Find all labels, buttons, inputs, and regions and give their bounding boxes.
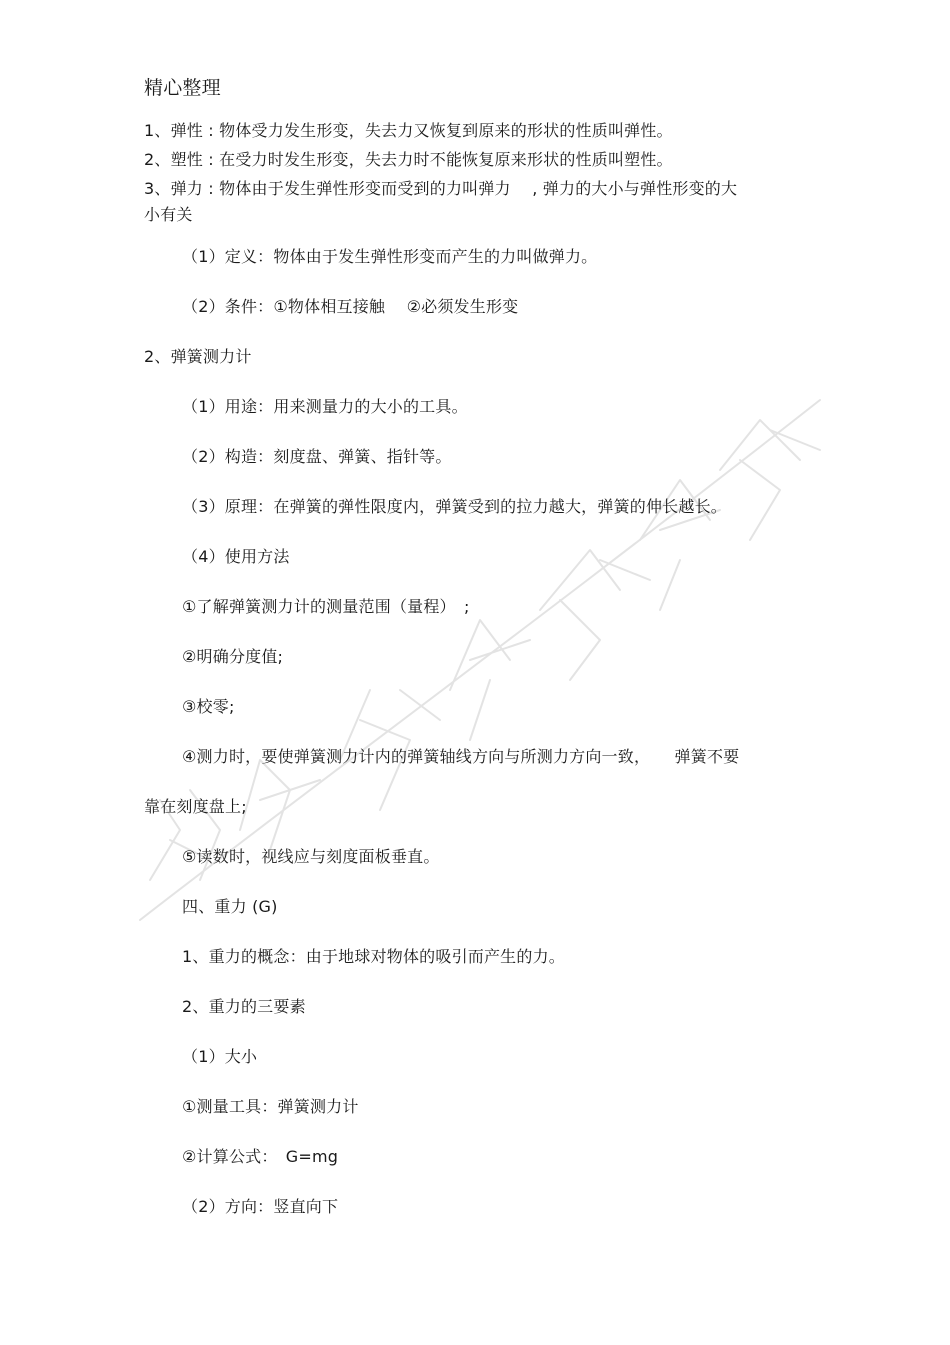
usage-step-4: ④测力时，要使弹簧测力计内的弹簧轴线方向与所测力方向一致， 弹簧不要 <box>182 747 740 766</box>
page-header: 精心整理 <box>144 77 221 99</box>
paragraph-elasticity: 1、弹性 : 物体受力发生形变，失去力又恢复到原来的形状的性质叫弹性。 <box>144 121 673 140</box>
gravity-three-elements: 2、重力的三要素 <box>182 997 306 1016</box>
item-structure: （2）构造：刻度盘、弹簧、指针等。 <box>182 447 452 466</box>
gravity-magnitude: （1）大小 <box>182 1047 258 1066</box>
gravity-direction: （2）方向：竖直向下 <box>182 1197 339 1216</box>
item-definition: （1）定义：物体由于发生弹性形变而产生的力叫做弹力。 <box>182 247 598 266</box>
usage-step-5: ⑤读数时，视线应与刻度面板垂直。 <box>182 847 440 866</box>
paragraph-elastic-force-cont: 小有关 <box>144 205 193 224</box>
item-principle: （3）原理：在弹簧的弹性限度内，弹簧受到的拉力越大，弹簧的伸长越长。 <box>182 497 727 516</box>
usage-step-3: ③校零; <box>182 697 235 716</box>
gravity-formula: ②计算公式： G=mg <box>182 1147 339 1166</box>
item-conditions: （2）条件：①物体相互接触 ②必须发生形变 <box>182 297 519 316</box>
section-spring-scale: 2、弹簧测力计 <box>144 347 252 366</box>
paragraph-elastic-force: 3、弹力 : 物体由于发生弹性形变而受到的力叫弹力 , 弹力的大小与弹性形变的大 <box>144 179 738 198</box>
gravity-measuring-tool: ①测量工具：弹簧测力计 <box>182 1097 359 1116</box>
usage-step-2: ②明确分度值; <box>182 647 284 666</box>
section-gravity: 四、重力 (G) <box>182 897 278 916</box>
gravity-concept: 1、重力的概念：由于地球对物体的吸引而产生的力。 <box>182 947 565 966</box>
item-usage: （4）使用方法 <box>182 547 290 566</box>
item-purpose: （1）用途：用来测量力的大小的工具。 <box>182 397 468 416</box>
usage-step-4-cont: 靠在刻度盘上; <box>144 797 247 816</box>
usage-step-1: ①了解弹簧测力计的测量范围（量程） ; <box>182 597 470 616</box>
paragraph-plasticity: 2、塑性 : 在受力时发生形变，失去力时不能恢复原来形状的性质叫塑性。 <box>144 150 673 169</box>
